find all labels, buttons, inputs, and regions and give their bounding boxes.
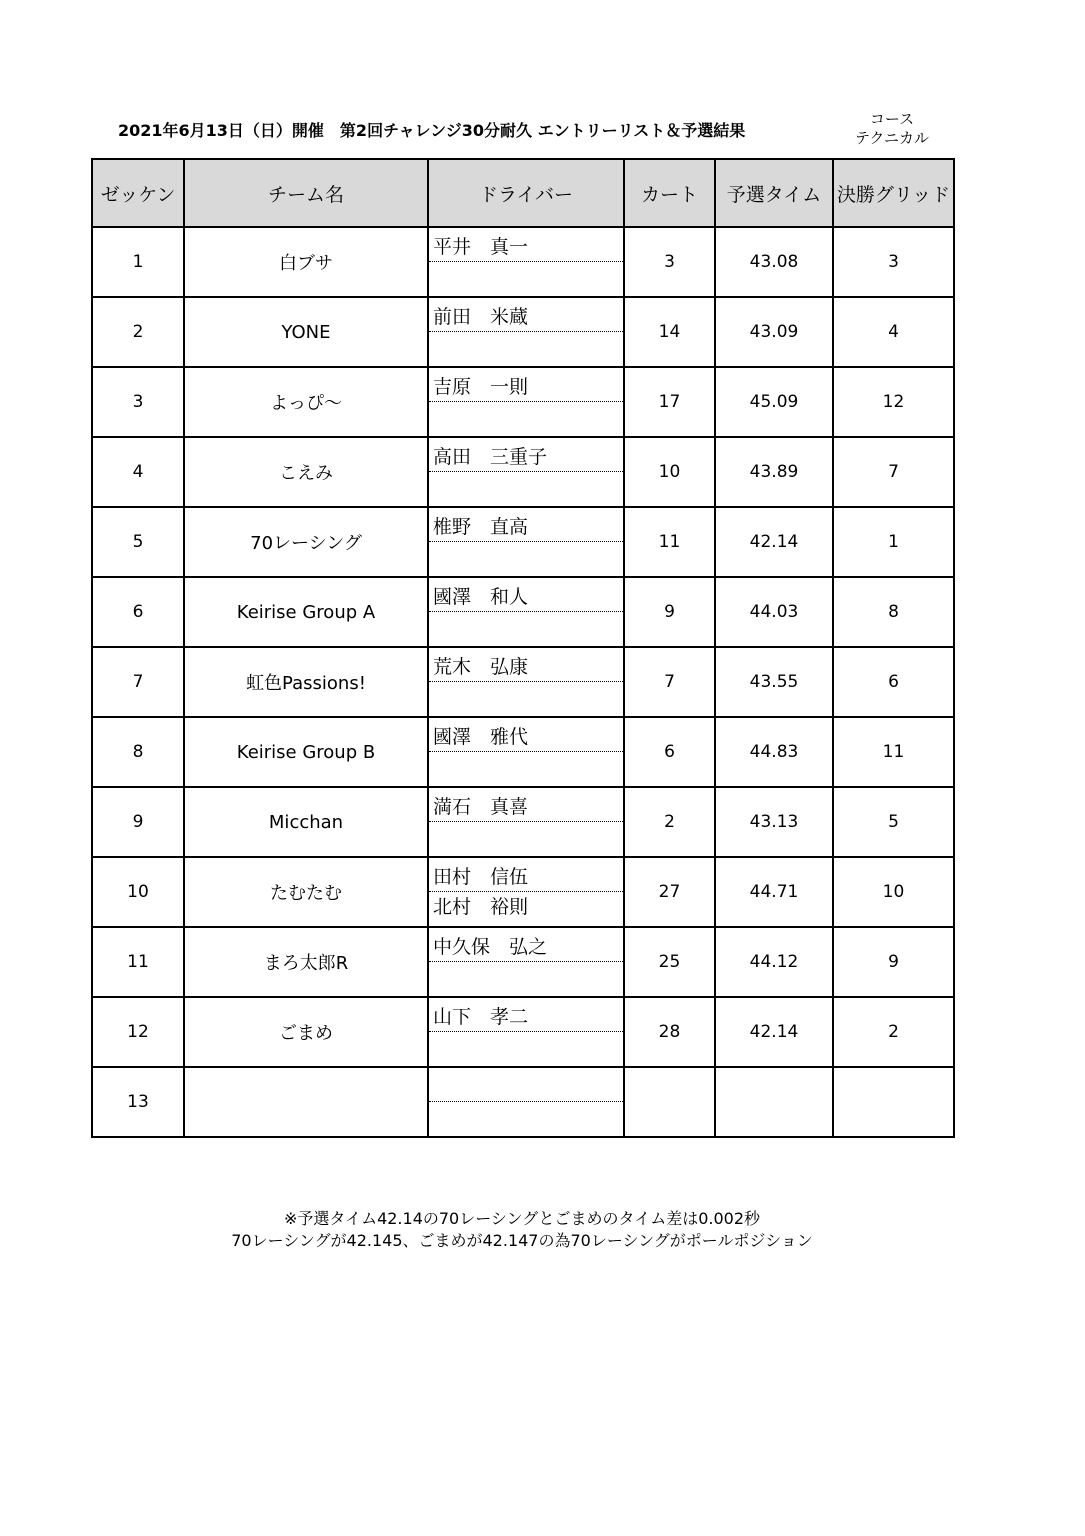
driver-name: 國澤 和人: [429, 578, 623, 612]
table-header-row: [92, 159, 954, 227]
cell-driver: [428, 367, 624, 437]
table-row: [92, 997, 954, 1067]
table-row: [92, 787, 954, 857]
cell-qualifying-time: 42.14: [715, 997, 833, 1067]
driver-name-2: 北村 裕則: [433, 896, 529, 918]
cell-qualifying-time: 43.55: [715, 647, 833, 717]
driver-name: 荒木 弘康: [429, 648, 623, 682]
cell-driver: [428, 787, 624, 857]
cell-final-grid: 7: [833, 437, 954, 507]
driver-name-2: [429, 472, 623, 504]
cell-number: 9: [92, 787, 184, 857]
cell-kart: 28: [624, 997, 715, 1067]
driver-name: 前田 米蔵: [429, 298, 623, 332]
cell-kart: 25: [624, 927, 715, 997]
course-label: コース: [869, 110, 915, 128]
cell-final-grid: 5: [833, 787, 954, 857]
cell-driver: [428, 577, 624, 647]
cell-qualifying-time: 44.12: [715, 927, 833, 997]
course-value: テクニカル: [854, 129, 930, 147]
cell-kart: 17: [624, 367, 715, 437]
table-row: [92, 927, 954, 997]
cell-number: 13: [92, 1067, 184, 1137]
driver-name: 椎野 直高: [429, 508, 623, 542]
driver-name-2: [429, 1032, 623, 1064]
cell-kart: [624, 1067, 715, 1137]
header-kart: カート: [624, 159, 715, 227]
cell-qualifying-time: 43.09: [715, 297, 833, 367]
cell-number: 10: [92, 857, 184, 927]
driver-name: 高田 三重子: [429, 438, 623, 472]
cell-number: 12: [92, 997, 184, 1067]
cell-team: 70レーシング: [184, 507, 428, 577]
cell-team: たむたむ: [184, 857, 428, 927]
cell-final-grid: 1: [833, 507, 954, 577]
header-team: チーム名: [184, 159, 428, 227]
cell-team: YONE: [184, 297, 428, 367]
footnote-line: ※予選タイム42.14の70レーシングとごまめのタイム差は0.002秒: [283, 1209, 761, 1228]
cell-kart: 6: [624, 717, 715, 787]
driver-name: [429, 1068, 623, 1102]
header-qualifying-time: 予選タイム: [715, 159, 833, 227]
cell-team: よっぴ～: [184, 367, 428, 437]
driver-name-2: [429, 612, 623, 644]
cell-team: Keirise Group A: [184, 577, 428, 647]
entry-results-table: [91, 158, 955, 1138]
driver-name: 吉原 一則: [429, 368, 623, 402]
cell-driver: [428, 1067, 624, 1137]
cell-driver: [428, 507, 624, 577]
cell-number: 1: [92, 227, 184, 297]
table-row: [92, 647, 954, 717]
driver-name-2: [429, 332, 623, 364]
cell-final-grid: 9: [833, 927, 954, 997]
cell-team: Keirise Group B: [184, 717, 428, 787]
footnote-line: 70レーシングが42.145、ごまめが42.147の為70レーシングがポールポジション: [231, 1231, 813, 1250]
driver-name-2: [429, 822, 623, 854]
cell-final-grid: 8: [833, 577, 954, 647]
cell-qualifying-time: 44.83: [715, 717, 833, 787]
header-driver: ドライバー: [428, 159, 624, 227]
cell-qualifying-time: 43.89: [715, 437, 833, 507]
table-row: [92, 717, 954, 787]
cell-number: 3: [92, 367, 184, 437]
cell-number: 6: [92, 577, 184, 647]
driver-name-2: [429, 542, 623, 574]
header-final-grid: 決勝グリッド: [833, 159, 954, 227]
cell-qualifying-time: 45.09: [715, 367, 833, 437]
table-row: [92, 227, 954, 297]
cell-team: 虹色Passions!: [184, 647, 428, 717]
cell-number: 7: [92, 647, 184, 717]
driver-name-2: [429, 962, 623, 994]
driver-name-2: [429, 752, 623, 784]
cell-team: こえみ: [184, 437, 428, 507]
table-row: [92, 1067, 954, 1137]
table-row: [92, 857, 954, 927]
page-title: 2021年6月13日（日）開催 第2回チャレンジ30分耐久 エントリーリスト＆予選結果: [118, 121, 746, 140]
cell-number: 8: [92, 717, 184, 787]
driver-name-2: [429, 682, 623, 714]
table-row: [92, 367, 954, 437]
header-number: ゼッケン: [92, 159, 184, 227]
cell-kart: 9: [624, 577, 715, 647]
cell-final-grid: 12: [833, 367, 954, 437]
cell-driver: [428, 647, 624, 717]
footnotes: [91, 1208, 953, 1252]
cell-final-grid: 6: [833, 647, 954, 717]
cell-final-grid: 11: [833, 717, 954, 787]
cell-qualifying-time: 43.08: [715, 227, 833, 297]
cell-kart: 7: [624, 647, 715, 717]
driver-name: 山下 孝二: [429, 998, 623, 1032]
cell-number: 4: [92, 437, 184, 507]
cell-qualifying-time: 44.03: [715, 577, 833, 647]
driver-name: 國澤 雅代: [429, 718, 623, 752]
cell-qualifying-time: [715, 1067, 833, 1137]
cell-kart: 14: [624, 297, 715, 367]
table-row: [92, 577, 954, 647]
cell-kart: 2: [624, 787, 715, 857]
driver-name-2: [429, 262, 623, 294]
cell-final-grid: 2: [833, 997, 954, 1067]
cell-driver: [428, 927, 624, 997]
cell-driver: [428, 857, 624, 927]
cell-driver: [428, 437, 624, 507]
cell-qualifying-time: 43.13: [715, 787, 833, 857]
driver-name: 満石 真喜: [429, 788, 623, 822]
driver-name-2: [429, 402, 623, 434]
cell-qualifying-time: 44.71: [715, 857, 833, 927]
driver-name: 田村 信伍: [429, 858, 623, 892]
cell-team: まろ太郎R: [184, 927, 428, 997]
driver-name-2: [429, 1102, 623, 1134]
cell-kart: 27: [624, 857, 715, 927]
table-row: [92, 297, 954, 367]
cell-qualifying-time: 42.14: [715, 507, 833, 577]
cell-driver: [428, 717, 624, 787]
cell-number: 11: [92, 927, 184, 997]
cell-kart: 11: [624, 507, 715, 577]
cell-final-grid: 3: [833, 227, 954, 297]
table-row: [92, 437, 954, 507]
cell-team: 白ブサ: [184, 227, 428, 297]
cell-team: ごまめ: [184, 997, 428, 1067]
cell-final-grid: [833, 1067, 954, 1137]
driver-name: 中久保 弘之: [429, 928, 623, 962]
cell-driver: [428, 227, 624, 297]
cell-kart: 3: [624, 227, 715, 297]
cell-driver: [428, 297, 624, 367]
cell-team: [184, 1067, 428, 1137]
cell-number: 5: [92, 507, 184, 577]
cell-kart: 10: [624, 437, 715, 507]
course-info: [840, 110, 944, 148]
cell-number: 2: [92, 297, 184, 367]
table-row: [92, 507, 954, 577]
cell-final-grid: 10: [833, 857, 954, 927]
cell-driver: [428, 997, 624, 1067]
cell-final-grid: 4: [833, 297, 954, 367]
driver-name: 平井 真一: [429, 228, 623, 262]
cell-team: Micchan: [184, 787, 428, 857]
